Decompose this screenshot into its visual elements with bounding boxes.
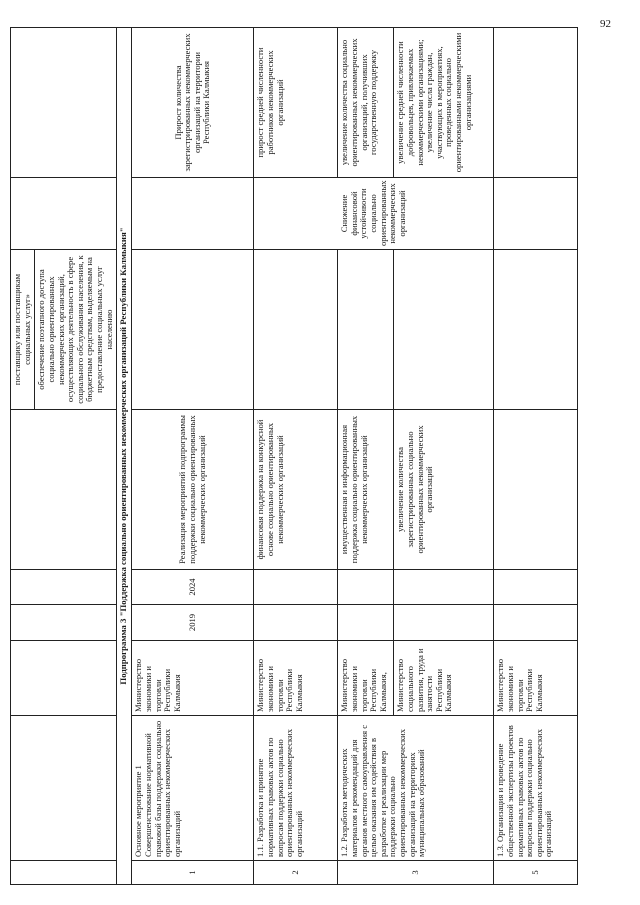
indicator: прирост средней численности работников некоммерческих организаций (254, 28, 338, 178)
subprogram-title-row (117, 28, 132, 885)
start-year: 2019 (132, 605, 254, 641)
expected-result: Реализация мероприятий подпрограммы поддержки социально ориентированных некоммерческих организаций (132, 410, 254, 570)
executor: Министерство экономики и торговли Республики Калмыкия (494, 641, 578, 716)
carry-over-bottom-text: обеспечение поэтапного доступа социально ориентированных некоммерческих организаций, осуществляющих деятельность в сфере социального обслуживания населения, к бюджетным средствам, выделяемым на предоставление социальных услуг населению (34, 250, 114, 409)
table-row (254, 28, 338, 885)
measure-name: Основное мероприятие 1 Совершенствование нормативной правовой базы поддержки социально ориентированных некоммерческих организаций (132, 716, 254, 861)
table-row (494, 28, 578, 885)
page-number: 92 (600, 18, 611, 30)
carry-over-row (11, 28, 117, 885)
row-number: 2 (254, 861, 338, 885)
executor: Министерство экономики и торговли Республики Калмыкия, (338, 641, 394, 716)
carry-over-top-text: поставщику или поставщикам социальных услуг» (12, 273, 32, 386)
start-year (254, 605, 338, 641)
program-table (10, 27, 578, 885)
risk: Снижение финансовой устойчивости социально ориентированных некоммерческих организаций (254, 178, 494, 250)
subprogram-title: Подпрограмма 3 "Поддержка социально ориентированных некоммерческих организаций Республики Калмыкия" (117, 28, 132, 885)
executor: Министерство экономики и торговли Республики Калмыкия (132, 641, 254, 716)
carry-over-cell (11, 250, 117, 410)
table-row (132, 28, 254, 885)
end-year (254, 570, 338, 605)
measure-name: 1.2. Разработка методических материалов и рекомендаций для органов местного самоуправления с целью оказания им содействия в разработке и реализации мер поддержки социально ориентированных некоммерческих организаций на территориях муниципальных образований (338, 716, 494, 861)
expected-result: финансовая поддержка на конкурсной основе социально ориентированных некоммерческих организаций (254, 410, 338, 570)
expected-result: имущественная и информационная поддержка социально ориентированных некоммерческих организаций (338, 410, 394, 570)
expected-result: увеличение количества зарегистрированных социально ориентированных некоммерческих организаций (394, 410, 494, 570)
program-table-sheet (10, 28, 560, 885)
row-number: 1 (132, 861, 254, 885)
measure-name: 1.1. Разработка и принятие нормативных правовых актов по вопросам поддержки социально ориентированных некоммерческих организаций (254, 716, 338, 861)
executor: Министерство экономики и торговли Республики Калмыкия (254, 641, 338, 716)
table-row (338, 28, 394, 885)
row-number: 5 (494, 861, 578, 885)
executor: Министерство социального развития, труда и занятости Республики Калмыкия (394, 641, 494, 716)
row-number: 3 (338, 861, 494, 885)
end-year: 2024 (132, 570, 254, 605)
measure-name: 1.3. Организация и проведение общественной экспертизы проектов нормативных правовых актов по вопросам поддержки социально ориентированных некоммерческих организаций (494, 716, 578, 861)
indicator: увеличение количества социально ориентированных некоммерческих организаций, получивших государственную поддержку (338, 28, 394, 178)
risk (132, 250, 254, 410)
indicator: Прирост количества зарегистрированных некоммерческих организаций на территории Республики Калмыкия (132, 28, 254, 178)
indicator: увеличение средней численности добровольцев, привлекаемых некоммерческими организациями; увеличение числа граждан, участвующих в мероприятиях, проведенных социально ориентированными некоммерческими организациями (394, 28, 494, 178)
